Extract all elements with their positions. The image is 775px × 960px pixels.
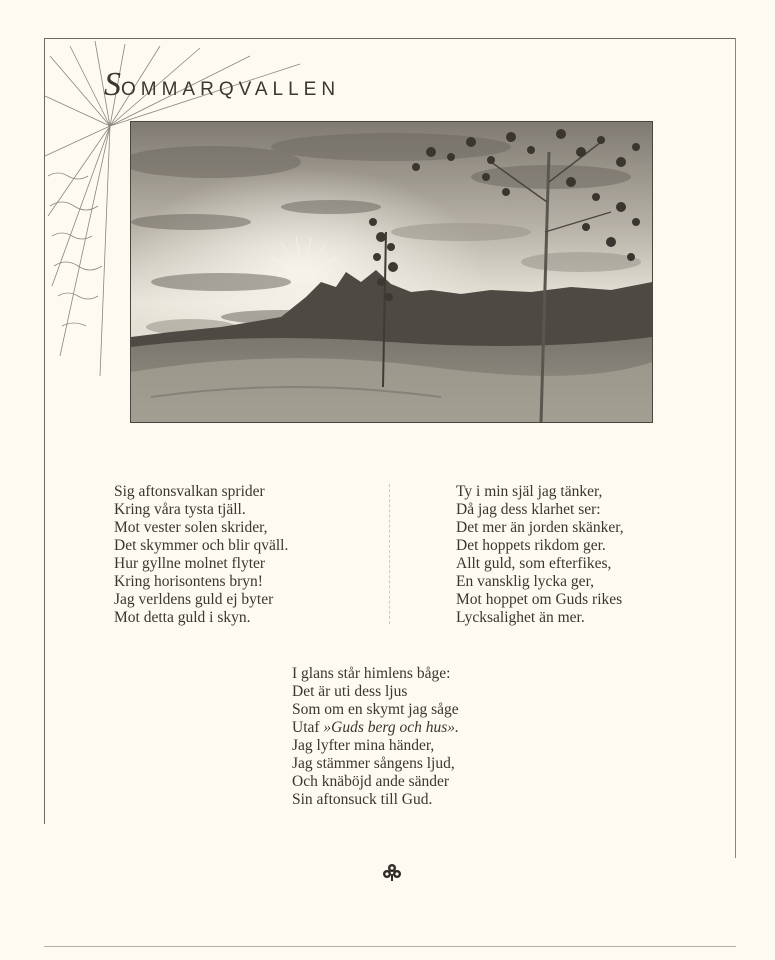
stanza-2-line: En vansklig lycka ger, [456,573,594,590]
quote-text: »Guds berg och hus». [323,719,459,736]
stanza-3-line: Sin aftonsuck till Gud. [292,791,433,808]
club-ornament-icon [381,862,403,884]
stanza-1-line: Mot vester solen skrider, [114,519,268,536]
column-divider [389,484,390,624]
stanza-2-line: Det mer än jorden skänker, [456,519,624,536]
stanza-1-line: Mot detta guld i skyn. [114,609,251,626]
stanza-3-line: I glans står himlens båge: [292,665,451,682]
stanza-1-line: Kring våra tysta tjäll. [114,501,246,518]
stanza-2 [456,483,624,627]
stanza-1-line: Sig aftonsvalkan sprider [114,483,265,500]
stanza-3-line: Som om en skymt jag såge [292,701,459,718]
stanza-2-line: Det hoppets rikdom ger. [456,537,606,554]
stanza-3-line: Jag lyfter mina händer, [292,737,435,754]
stanza-1-line: Jag verldens guld ej byter [114,591,274,608]
stanza-2-line: Då jag dess klarhet ser: [456,501,601,518]
stanza-3-quote-line [292,719,459,737]
stanza-1-line: Det skymmer och blir qväll. [114,537,289,554]
stanza-1 [114,483,288,627]
stanza-3 [292,665,459,809]
stanza-3-line: Det är uti dess ljus [292,683,408,700]
poem-title [104,66,340,104]
stanza-2-line: Lycksalighet än mer. [456,609,585,626]
landscape-illustration [130,121,653,423]
stanza-2-line: Ty i min själ jag tänker, [456,483,603,500]
quote-prefix: Utaf [292,719,324,736]
frame-right-line [735,38,736,858]
stanza-3-line: Och knäböjd ande sänder [292,773,450,790]
frame-bottom-line [44,946,736,947]
title-initial: S [104,66,121,103]
title-rest: OMMARQVALLEN [121,79,341,100]
stanza-2-line: Allt guld, som efterfikes, [456,555,612,572]
stanza-3-line: Jag stämmer sångens ljud, [292,755,455,772]
stanza-1-line: Kring horisontens bryn! [114,573,263,590]
stanza-1-line: Hur gyllne molnet flyter [114,555,266,572]
stanza-2-line: Mot hoppet om Guds rikes [456,591,623,608]
